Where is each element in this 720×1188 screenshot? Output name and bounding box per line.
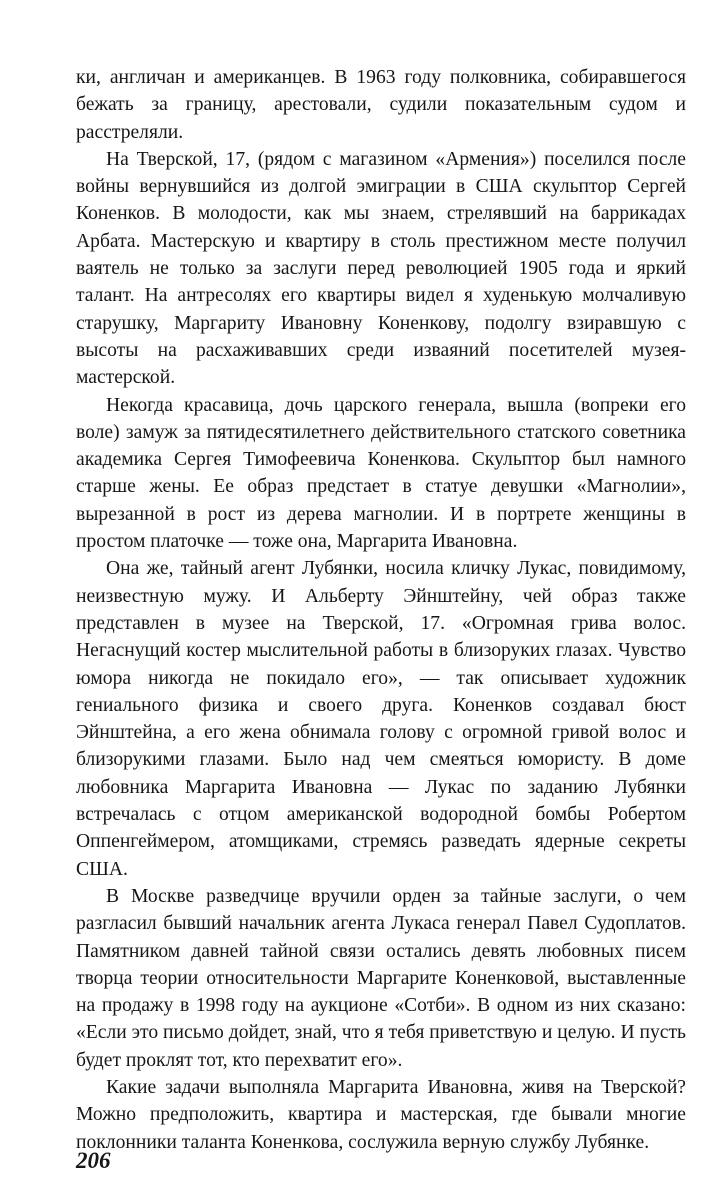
paragraph-6: Какие задачи выполняла Маргарита Ивановна, живя на Тверской? Можно предположить, квартира и мастерская, где бывали многие поклонники таланта Коненкова, сослужила верную службу Лубянке. — [76, 1076, 686, 1153]
page-body-text — [76, 64, 686, 1156]
page-number: 206 — [76, 1148, 111, 1173]
paragraph-5: В Москве разведчице вручили орден за тайные заслуги, о чем разгласил бывший начальник агента Лукаса генерал Павел Судоплатов. Памятником давней тайной связи остались девять любовных писем творца теории относительности Маргарите Коненковой, выставленные на продажу в 1998 году на аукционе «Сотби». В одном из них сказано: «Если это письмо дойдет, знай, что я тебя приветствую и целую. И пусть будет проклят тот, кто перехватит его». — [76, 885, 686, 1071]
paragraph-1: ки, англичан и американцев. В 1963 году полковника, собиравшегося бежать за границу, арестовали, судили показательным судом и расстреляли. — [76, 67, 686, 143]
paragraph-3: Некогда красавица, дочь царского генерала, вышла (вопреки его воле) замуж за пятидесятилетнего действительного статского советника академика Сергея Тимофеевича Коненкова. Скульптор был намного старше жены. Ее образ предстает в статуе девушки «Магнолии», вырезанной в рост из дерева магнолии. И в портрете женщины в простом платочке — тоже она, Маргарита Ивановна. — [76, 394, 686, 553]
paragraph-4: Она же, тайный агент Лубянки, носила кличку Лукас, повидимому, неизвестную мужу. И Альберту Эйнштейну, чей образ также представлен в музее на Тверской, 17. «Огромная грива волос. Негаснущий костер мыслительной работы в близоруких глазах. Чувство юмора никогда не покидало его», — так описывает художник гениального физика и своего друга. Коненков создавал бюст Эйнштейна, а его жена обнимала голову с огромной гривой волос и близорукими глазами. Было над чем смеяться юмористу. В доме любовника Маргарита Ивановна — Лукас по заданию Лубянки встречалась с отцом американской водородной бомбы Робертом Оппенгеймером, атомщиками, стремясь разведать ядерные секреты США. — [76, 558, 686, 880]
paragraph-2: На Тверской, 17, (рядом с магазином «Армения») поселился после войны вернувшийся из долгой эмиграции в США скульптор Сергей Коненков. В молодости, как мы знаем, стрелявший на баррикадах Арбата. Мастерскую и квартиру в столь престижном месте получил ваятель не только за заслуги перед революцией 1905 года и яркий талант. На антресолях его квартиры видел я худенькую молчаливую старушку, Маргариту Ивановну Коненкову, подолгу взиравшую с высоты на расхаживавших среди изваяний посетителей музея-мастерской. — [76, 148, 686, 389]
